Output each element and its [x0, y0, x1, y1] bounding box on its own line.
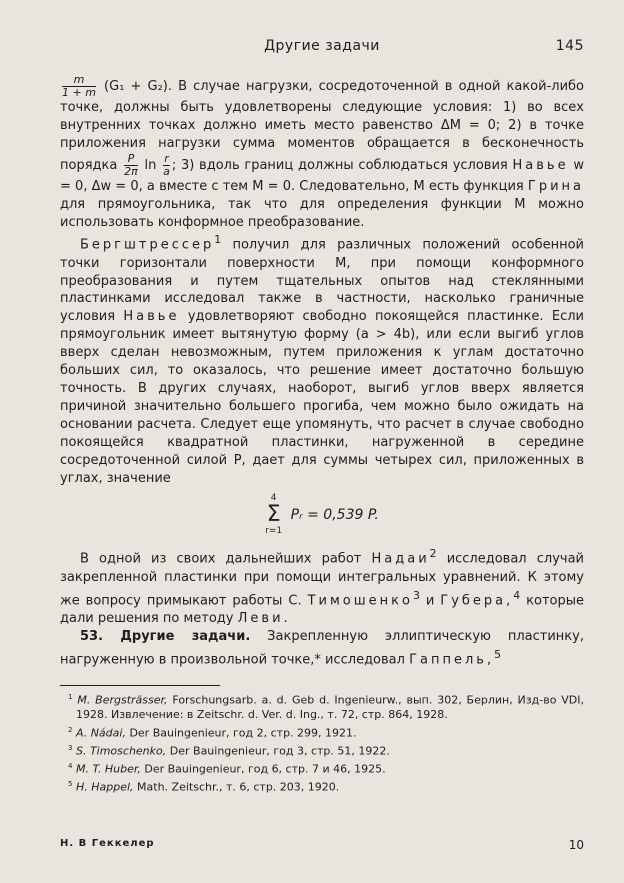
footnote: $^1$ M. Bergsträsser, Forschungsarb. a. d. Geb d. Ingenieurw., вып. 302, Берлин, Изд-во VDI, 1928. Извлечение: в Zeitschr. d. Ver. d. Ing., т. 72, стр. 864, 1928. — [68, 692, 585, 722]
signature-mark: Н. В Геккелер — [60, 838, 155, 849]
footnote: $^2$ A. Nádai, Der Bauingenieur, год 2, стр. 299, 1921. — [68, 725, 357, 740]
footnotes — [60, 690, 584, 796]
sum-formula — [60, 493, 584, 537]
fraction-r: $\frac{r}{a}$ — [163, 151, 170, 178]
footnote: $^3$ S. Timoschenko, Der Bauingenieur, год 3, стр. 51, 1922. — [68, 743, 390, 758]
footnote: $^5$ H. Happel, Math. Zeitschr., т. 6, стр. 203, 1920. — [68, 780, 340, 795]
paragraph-3: В одной из своих дальнейших работ Надаи$^2$ исследовал случай закрепленной пластинки при помощи интегральных уравнений. К этому же вопросу примыкают работы С. Тимошенко$^3$ и Губера,$^4$ которые дали решения по методу Леви. — [60, 547, 584, 626]
fraction-m: $\frac{m}{1 + m}$ — [62, 73, 96, 99]
fraction-p: $\frac{P}{2\pi}$ — [124, 151, 138, 178]
paragraph-2: Бергштрессер$^1$ получил для различных положений особенной точки горизонтали поверхности M, при помощи конформного преобразования и путем тщательных опытов над стеклянными пластинками исследовал также в частности, насколько граничные условия Навье удовлетворяют свободно покоящейся пластинке. Если прямоугольник имеет вытянутую форму (a > 4b), или если выгиб углов вверх сделан невозможным, путем приложения к углам достаточно больших сил, то оказалось, что решение имеет достаточно большую точность. В других случаях, наоборот, выгиб углов вверх является причиной значительно большего прогиба, чем можно было ожидать на основании расчета. Следует еще упомянуть, что расчет в случае свободно покоящейся квадратной пластинки, нагруженной в середине сосредоточенной силой P, дает для суммы четырех сил, приложенных в углах, значение — [60, 233, 584, 486]
page-number: 145 — [555, 38, 584, 54]
footnote: $^4$ M. T. Huber, Der Bauingenieur, год 6, стр. 7 и 46, 1925. — [68, 762, 386, 776]
formula-expression: Pᵣ = 0,539 P. — [290, 507, 379, 524]
section-heading: 53. Другие задачи. — [80, 628, 251, 644]
running-title: Другие задачи — [264, 38, 380, 54]
main-text — [60, 74, 584, 669]
sheet-number: 10 — [568, 838, 584, 852]
running-header — [60, 36, 584, 60]
paragraph-1: $\frac{m}{1 + m}$ (G₁ + G₂). В случае нагрузки, сосредоточенной в одной какой-либо точке, должны быть удовлетворены следующие условия: 1) во всех внутренних точках должно иметь место равенство ΔM = 0; 2) в точке приложения нагрузки сумма моментов обращается в бесконечность порядка $\frac{P}{2\pi}$ ln $\frac{r}{a}$ ; 3) вдоль границ должны соблюдаться условия Навье w = 0, Δw = 0, а вместе с тем M = 0. Следовательно, M есть функция Грина для прямоугольника, так что для определения функции M можно использовать конформное преобразование. — [60, 73, 584, 230]
paragraph-4: 53. Другие задачи. Закрепленную эллиптическую пластинку, нагруженную в произвольной точке,* исследовал Гаппель,$^5$ — [60, 628, 584, 667]
sigma-sign: 4 Σ r=1 — [265, 493, 283, 537]
